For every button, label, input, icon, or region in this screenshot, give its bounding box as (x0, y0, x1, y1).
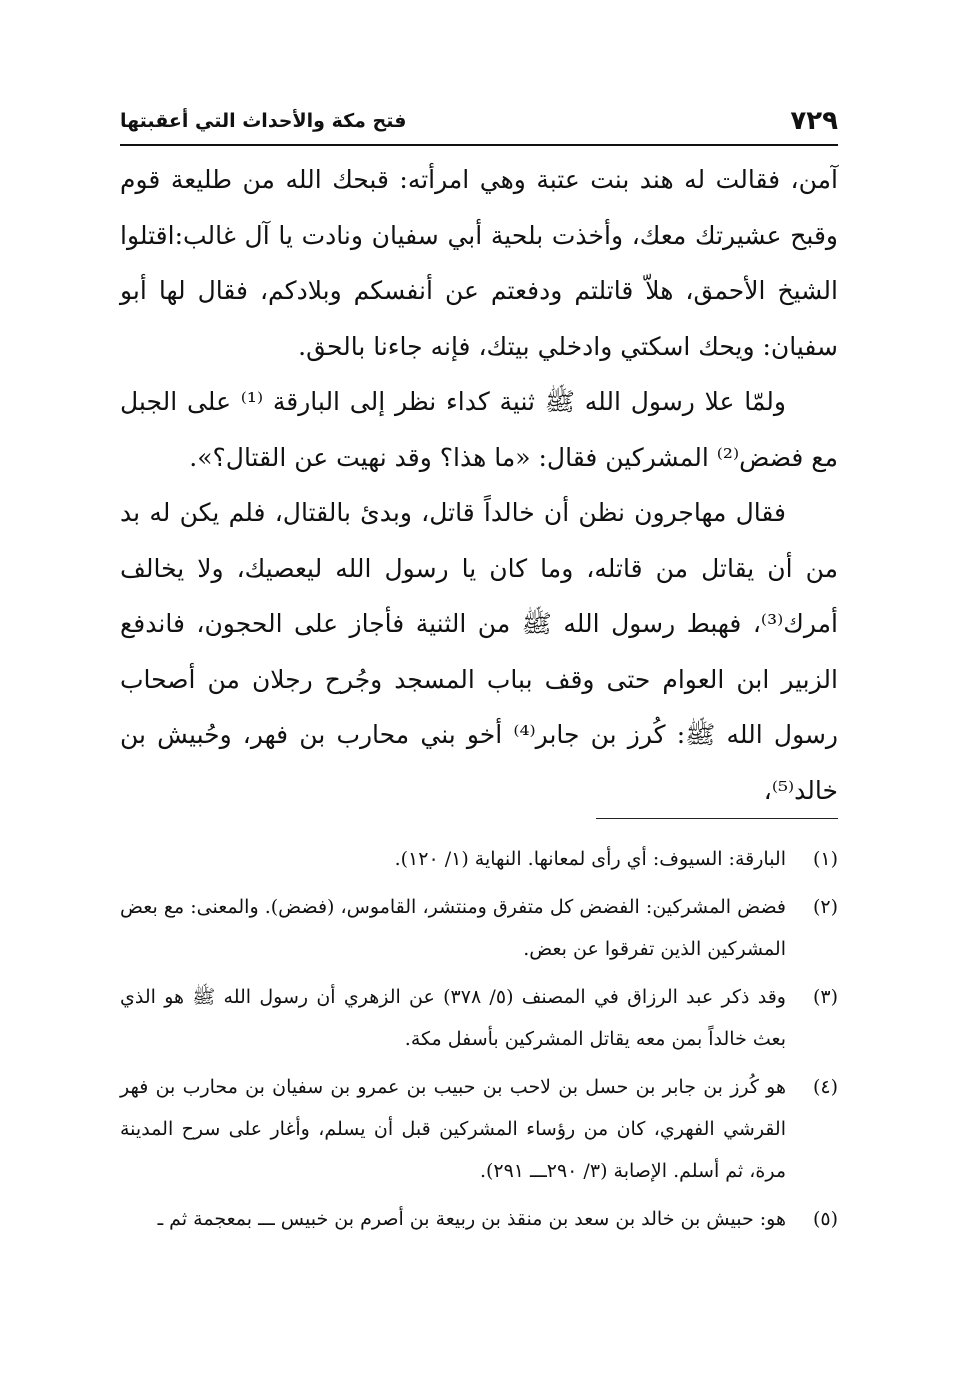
footnote (120, 886, 838, 970)
footnote (120, 1198, 838, 1240)
footnote-number: (٢) (812, 896, 838, 918)
footnote-number: (١) (812, 848, 838, 870)
footnote-text: وقد ذكر عبد الرزاق في المصنف (٥/ ٣٧٨) عن الزهري أن رسول الله ﷺ هو الذي بعث خالداً بمن معه يقاتل المشركين بأسفل مكة. (120, 986, 786, 1050)
footnote-number: (٣) (812, 986, 838, 1008)
page-number: ٧٢٩ (790, 106, 838, 136)
footnote-text: البارقة: السيوف: أي رأى لمعانها. النهاية (١/ ١٢٠). (394, 848, 786, 870)
footnote-text: فضض المشركين: الفضض كل متفرق ومنتشر، القاموس، (فضض). والمعنى: مع بعض المشركين الذين تفرقوا عن بعض. (120, 896, 786, 960)
footnote-number: (٥) (812, 1208, 838, 1230)
paragraph: ولمّا علا رسول الله ﷺ ثنية كداء نظر إلى البارقة ⁽¹⁾ على الجبل مع فضض⁽²⁾ المشركين فقال: «ما هذا؟ وقد نهيت عن القتال؟». (120, 387, 838, 472)
footnote-number: (٤) (812, 1076, 838, 1098)
footnote (120, 976, 838, 1060)
footnote (120, 838, 838, 880)
footnotes (120, 838, 838, 1246)
paragraph: آمن، فقالت له هند بنت عتبة وهي امرأته: قبحك الله من طليعة قوم وقبح عشيرتك معك، وأخذت بلحية أبي سفيان ونادت يا آل غالب:اقتلوا الشيخ الأحمق، هلاّ قاتلتم ودفعتم عن أنفسكم وبلادكم، فقال لها أبو سفيان: ويحك اسكتي وادخلي بيتك، فإنه جاءنا بالحق. (120, 165, 838, 361)
paragraph: فقال مهاجرون نظن أن خالداً قاتل، وبدئ بالقتال، فلم يكن له بد من أن يقاتل من قاتله، وما كان يا رسول الله ليعصيك، ولا يخالف أمرك⁽³⁾، فهبط رسول الله ﷺ من الثنية فأجاز على الحجون، فاندفع الزبير ابن العوام حتى وقف بباب المسجد وجُرح رجلان من أصحاب رسول الله ﷺ: كُرز بن جابر⁽⁴⁾ أخو بني محارب بن فهر، وحُبيش بن خالد⁽⁵⁾، (120, 498, 839, 805)
page-header (120, 100, 838, 142)
running-title: فتح مكة والأحداث التي أعقبتها (120, 110, 407, 132)
header-rule (120, 144, 838, 146)
main-text (120, 152, 838, 818)
footnote-separator (596, 818, 838, 819)
footnote (120, 1066, 838, 1192)
footnote-text: هو كُرز بن جابر بن حسل بن لاحب بن حبيب بن عمرو بن سفيان بن محارب بن فهر القرشي الفهري، كان من رؤساء المشركين قبل أن يسلم، وأغار على سرح المدينة مرة، ثم أسلم. الإصابة (٣/ ٢٩٠ـــ ٢٩١). (120, 1076, 786, 1182)
footnote-text: هو: حبيش بن خالد بن سعد بن منقذ بن ربيعة بن أصرم بن خبيس ـــ بمعجمة ثم ـ (157, 1208, 786, 1230)
